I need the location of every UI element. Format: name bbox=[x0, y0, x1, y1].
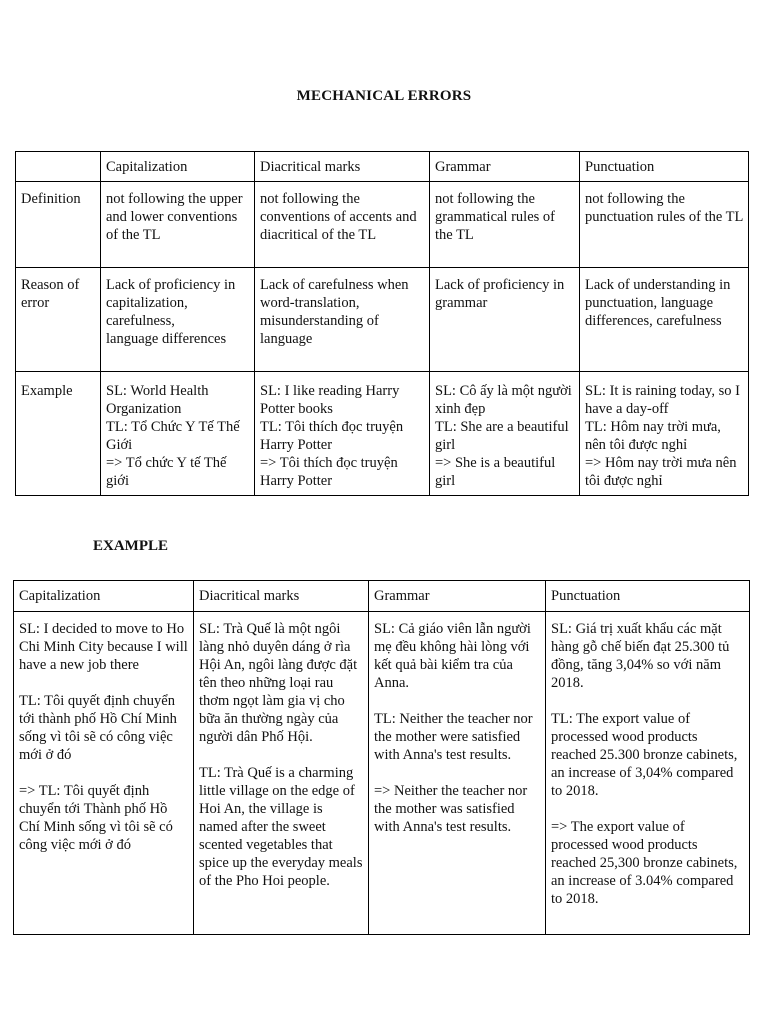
table-cell: not following the conventions of accents and diacritical of the TL bbox=[255, 182, 430, 268]
header-cell-grammar: Grammar bbox=[430, 152, 580, 182]
page-title: MECHANICAL ERRORS bbox=[296, 88, 472, 104]
row-label: Definition bbox=[16, 182, 101, 268]
table-cell: SL: Trà Quế là một ngôi làng nhỏ duyên dáng ở rìa Hội An, ngôi làng được đặt tên theo những loại rau thơm ngọt làm gia vị cho bữa ăn thường ngày của người dân Phố Hội. TL: Trà Quế is a charming little village on the edge of Hoi An, the village is named after the sweet scented vegetables that spice up the everyday meals of the Pho Hoi people. bbox=[194, 612, 369, 935]
table-cell: not following the grammatical rules of the TL bbox=[430, 182, 580, 268]
table-cell: not following the punctuation rules of the TL bbox=[580, 182, 749, 268]
table-cell: Lack of carefulness when word-translation, misunderstanding of language bbox=[255, 268, 430, 372]
mechanical-errors-table bbox=[15, 151, 749, 496]
table-header-row bbox=[14, 581, 750, 612]
table-cell: Lack of proficiency in grammar bbox=[430, 268, 580, 372]
table-row-reason bbox=[16, 268, 749, 372]
header-cell-diacritical-marks: Diacritical marks bbox=[255, 152, 430, 182]
example-table bbox=[13, 580, 750, 935]
table-cell: SL: I decided to move to Ho Chi Minh City because I will have a new job there TL: Tôi quyết định chuyển tới thành phố Hồ Chí Minh sống vì tôi sẽ có công việc mới ở đó => TL: Tôi quyết định chuyển tới Thành phố Hồ Chí Minh sống vì tôi sẽ có công việc mới ở đó bbox=[14, 612, 194, 935]
header-cell-empty bbox=[16, 152, 101, 182]
section-heading-example: EXAMPLE bbox=[93, 538, 168, 554]
header-cell-punctuation: Punctuation bbox=[580, 152, 749, 182]
row-label: Reason of error bbox=[16, 268, 101, 372]
table-cell: not following the upper and lower conventions of the TL bbox=[101, 182, 255, 268]
table-row-definition bbox=[16, 182, 749, 268]
header-cell-capitalization: Capitalization bbox=[101, 152, 255, 182]
table-cell: SL: Cô ấy là một người xinh đẹp TL: She are a beautiful girl => She is a beautiful girl bbox=[430, 372, 580, 496]
header-cell-grammar: Grammar bbox=[369, 581, 546, 612]
table-cell: SL: It is raining today, so I have a day-off TL: Hôm nay trời mưa, nên tôi được nghỉ => Hôm nay trời mưa nên tôi được nghỉ bbox=[580, 372, 749, 496]
table-cell: SL: Cả giáo viên lẫn người mẹ đều không hài lòng với kết quả bài kiểm tra của Anna. TL: Neither the teacher nor the mother were satisfied with Anna's test results. => Neither the teacher nor the mother was satisfied with Anna's test results. bbox=[369, 612, 546, 935]
table-header-row bbox=[16, 152, 749, 182]
header-cell-capitalization: Capitalization bbox=[14, 581, 194, 612]
table-cell: SL: World Health Organization TL: Tổ Chức Y Tế Thế Giới => Tổ chức Y tế Thế giới bbox=[101, 372, 255, 496]
header-cell-punctuation: Punctuation bbox=[546, 581, 750, 612]
table-row-example bbox=[16, 372, 749, 496]
table-cell: SL: Giá trị xuất khẩu các mặt hàng gỗ chế biến đạt 25.300 tủ đồng, tăng 3,04% so với năm 2018. TL: The export value of processed wood products reached 25.300 bronze cabinets, an increase of 3,04% compared to 2018. => The export value of processed wood products reached 25,300 bronze cabinets, an increase of 3.04% compared to 2018. bbox=[546, 612, 750, 935]
table-cell: SL: I like reading Harry Potter books TL: Tôi thích đọc truyện Harry Potter => Tôi thích đọc truyện Harry Potter bbox=[255, 372, 430, 496]
header-cell-diacritical-marks: Diacritical marks bbox=[194, 581, 369, 612]
table-cell: Lack of proficiency in capitalization, carefulness, language differences bbox=[101, 268, 255, 372]
row-label: Example bbox=[16, 372, 101, 496]
table-row bbox=[14, 612, 750, 935]
table-cell: Lack of understanding in punctuation, language differences, carefulness bbox=[580, 268, 749, 372]
